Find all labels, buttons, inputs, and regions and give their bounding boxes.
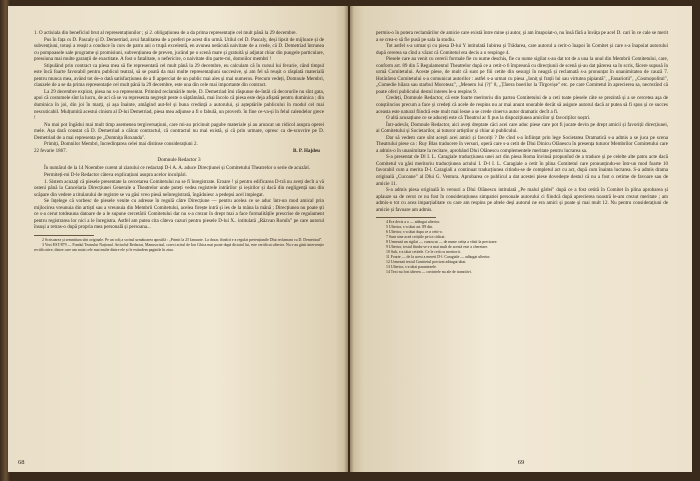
paragraph: S-a presentat de Dl I. L. Caragiale traducțiunea unei act din piesa Roma învinsă propunînd de a traduce și pe celelte alte patru acte dacă Comitetul va găsi meritoriu traducțiunea actului I. D-l I. L. Caragiale a cetit în plina Comitetul care pronunțindu-se într-un mod foarte 10 favorabil cum a merita D-l. Caragiali a continuat traducțiunea citindu-se de completul act cu act, după cum înainta lucrarea. S-a admis drama originală „Cucoane" al Dlui G. Ventura. Aprobarea ce publicul a dat acestei piese dovedește destul că nu a fost o cetime de favoare sau de amicie 11. [376, 154, 668, 187]
footnote: 7 Sunt sine aceă cetițiile pe tot ridicat. [386, 235, 446, 240]
footnote: 10 Sub, s-a tăiat cetitele. Ce le cetă cu meritorii. [386, 250, 461, 255]
paragraph: Se înțelege că vorbesc de piesele venite cu adresse în regulă către Direcțiune — pentru acelea ce se aduc într-un mod amical prin mijlocirea vreunuia din artiști sau a vreunuia din Membrii Comitetului, acelea firește intră și ies de la mâna la mână ; Direcțiunea nu poate ști ce s-a cerut totdeauna datoare de a le supune cercetării Comitetului dar nu s-a crezut în drept mai a face formalitățile prescrise de regulament pentru registrarea lor nici a le înregistra. Astfel am putea cita câteva cazuri pentru piesele D-lui X.. intitulată „Răzvan Romîn" pe care autorul însuși a retras-o după propria mea personală și persoana... [34, 198, 324, 231]
footnote: 3 Vezi EST/879 — Fondul Teatrului Național. Articolul Redactat, Manuscrisul, corect actiul de Ion Ghica mai poate după dictatul lui, este certificat ulterior. Nu s-au găsit intervenție rectificative, dintre care am notat cele mai multe dintre ele și le extindem paginile în ziua. [34, 243, 324, 253]
paragraph: La 29 decembre expirat, piesa nu s-a representat. Primind reclamările mele, D. Demetriad îmi răspunse de-întâi că decorurile nu sînt gata, apoi că costumele sînt la lucru, de aci că se va representa negreșit peste o săptămână, mai încolo că piesa este deja afișată pentru duminica ; din duminica în joi, din joi în marți, și așa înainte, amăgind aut-fel și buna credință a autorului, și așteptările publicului în modul cel mai nescuticabil. Mulțumită acestui cinism al D-lui Demetriad, piesa mea adjunse a fi o fabulă, un proverb. în fine ce-va-și în felul calendelor grece ! [34, 88, 324, 122]
signature-line [34, 148, 324, 155]
paragraph: Primiți, Domnilor Membri, încredințarea celei mai distinse considerațiuni 2. [44, 141, 198, 148]
paragraph: O altă acusațiune ce se aduceți este că Theatrul ar fi pus la dispozițiunea amicilor și favoriților noștri. [386, 115, 591, 122]
footnote: 9 Ulterior, textul fiindu-se s-a mai mult de acestă este a cheretare. [386, 245, 489, 250]
paragraph: Într-adevăr, Domnule Redactor, aici aveți dreptate căci acei care aduc piese care pot fi jucate devin pe drept amicii și favoriții direcțiunei, ai Comitetului și Societarilor, ai tuturor artiștilor și chiar ai publicului. [376, 121, 668, 135]
left-page [8, 6, 348, 472]
paragraph: În numărul de la 14 Noembre curent al ziarului ce redactați D-l A. A. aduce Direcțiunei și Comitetului Theatrelor o serie de acuzări. [44, 165, 311, 172]
footnote-divider [34, 235, 94, 236]
paragraph: Dar să vedem care sînt acești acei amici și favoriți ? De cînd s-a înființat prin lege Societatea Dramatică s-a admis a se juca pe scena Theatrului piese ca : Ruy Blas traducere în versuri, operă care s-a cetit de Dlui Dinicu Olănescu în presența tuturor Membrilor Comitetului care a admis-o în unanimitate la recitare, aprobând Dlui Olănescu complementele meritate pentru lucrarea sa. [376, 134, 668, 154]
footnote: 6 Ulterior, s-a tăiat dupa ce a cetit-o. [386, 230, 443, 235]
footnote: 12 Urmează textul Comitetul precizat adăugat tăiat. [386, 259, 467, 264]
paragraph: Pus în fața cs D. Pascaly și D. Demetriad, avui fatalitatea de a preferi pe acest din urmă. Utilul cel D. Pascaly, deși lipsit de mijloace și de subvențiuni, totuși a reușit a conduce în curs de patru ani o trupă excelentă, en avunea netăcută naivitate de a crede, că D. Demetriad întrunea cu pompoasele sale programe și promisiuni, subvențiunea de preven, jucând pe o scenă mare și gratuită și adjutat chiar din pungele particulare, pressiuna mai multe garanții de exactitate. A fost o fatalitate, o nefericire, o naivitate din parte-mi, domnilor membri ! [34, 36, 324, 63]
sign-date: 22 fevarie 1867. [34, 147, 67, 154]
paragraph: Piesele care au venit cu cererii formale fie cu nume deschis, fie cu nume sigilat s-au dat tot de a una la unul din Membrii Comitetului, care, conform art. 89 din 5 Regulamentul Theatrelor după ce a cetit-o 6 împreună cu direcțiunii de scenă și-au dat părerea sa în scris, făcere supusă în urmă Comitetului. Aceste piese, de mult că sunt pe fiii cetite din sesurgi în neagră și reclamată s-a pronunțat în unanimitatea de cauză 7. Hotărârea Comitetului s-a comunicat autorilor : astfel s-a urmat cu piesa „Ioniț și frații lui sau virtutea pipiantă", „Fanariotii", „Cosmopolitul", „Comedie hilara sau starbul Moroteaz", „Meneru lui (?)" 8, „Țărera boerilor la Tîrgovișe" etc. pe care Comitetul în aprecierea sa, necrezînd că poate oferi publicului destul interes le-a respins 9. [376, 56, 668, 95]
footnote-list [376, 220, 668, 274]
paragraph: Credeți, Domnule Redactor, că este foarte meritoriu din partea Comitetului de a ceti toate piesele câte se prezintă și a se cercetea așa de conștiincios precum a face și credeți că acele de respins nu ar mai anunt onorable decât să asigure autorul dacă ar putea să fi spus și ce succes aceasta este natural fiindcă este mult mai lesne a se crede cinerva autor dramatic decît a fi. [376, 95, 668, 115]
page-number-right: 69 [517, 459, 525, 466]
paragraph: Nu mai pot îngădui mai mult timp asemenea tergiversațiuni, care mi-au pricinuit pagube materiale și au aruncat un ridicol asupra operei mele. Așa dară constat că D. Demetriad a călcat contractul, că contractul nu mai există, și că prin urmare, opresc ca de-scuvrire pe D. Demetriad de a mai representa pe „Domnița Roxanda". [34, 121, 324, 141]
paragraph: Stipulând prin contract ca piesa mea să fie representată cel mult până la 29 decembre, eu calculam că în cursul lui fevarie, când timpul este încă foarte favorabil pentru publicul teatral, să se poată da mai multe representațiuni succesive, și am fel să reușit o răsplată materială pentru munca mea, având tot de-o dată satisfacțiunea de a fi apperciat de un public mai ales și mai numeros. Precum vedeți, Domnule Membri, clauzele de a se da prima representație cel mult până la 29 decembre, este una din cele mai importante din contract. [34, 62, 324, 89]
section-heading: Domnule Redactor 3 [157, 157, 201, 164]
paragraph: 1. Sistem acuzați că piesele presentate la cercetarea Comitetului nu se fi înregistrate. Eroare ! și pentru edificarea D-tră nu aveți decît a vă osteni până la Cancelaria Direcțiunei Generale a Theatrelor unde puteți vedea registrele intrărilor și ieșirilor și dacă din negligență sau din scăpare din vedere a titularului de registre se va găsi vreo piesă neînregistrată, îngăduiesc a pedepsi acel impiegat. [34, 178, 324, 198]
footnote: 2 Scrisoarea și semnătura sînt originale. Pe un colț a scrisul următoarea apostilă : „Primit la 25 Ianuarie. La dosar, fiindcă s-a regulat pretențiunile Dlui reclamant cu D. Demetriad". [42, 237, 323, 242]
footnote: 8 Urmează un rigilat — cunoscut — de nume cetița a vâzit la precizare. [386, 240, 498, 245]
footnote: 13 Ulterior, s-a tăiat parantezele. [386, 264, 437, 269]
footnote-divider [376, 217, 436, 218]
right-page [350, 6, 692, 472]
footnote: 14 Text nu fost tăierea — cuvintele nu ale de tranzitivi. [386, 269, 472, 274]
paragraph: Tot astfel s-a urmat și cu piesa D-lui Y intitulată Iubirea și Trădarea, care autorul a cerit-o înapoi în Comitet și care s-a înapoiat autorului după cererea sa cînd a văzut că Comitetul era decis a o respinge 4. [376, 43, 668, 56]
sign-name: B. P. Hajdeu [292, 147, 320, 154]
paragraph: Permiteți-mi D-le Redactor câteva explicațiuni asupra acelor inculpări. [44, 171, 187, 178]
footnote: 4 Era decis a o — adăugat ulterior. [386, 220, 441, 225]
paragraph: 1. O actisiala din beneficiul brut al representațiunilor ; și 2. obligațiunea de a da prima representație cel mult până la 29 decembre. [34, 30, 297, 36]
paragraph: S-a admis piesa originală în versuri a Dlui Olănescu intitulată „Pe malul gârlei" după ce a fost cetită în Comitet în plina aprobarea și aplauze sa de cerut ce nu fost în considerațiunea simpatiei personale autorului ci fiindcă după aprecierea noastră le-am crezut meritate ; am admis-o tot cu acea imparțialitate cu care am respins pe altele deși autorul ne era amici și poate și mai mult 12. Nu pentru considerațiuni de amicie și favoare am admis. [376, 187, 668, 213]
paragraph: permis-o în potera reclamărilor de amicie care există între mine și autor, și am îmapoiat-o, nu însă fără a învăța pe acel D. cari în ce cale se merit a se crea-o să fie pusă pe sala la studiu. [376, 30, 668, 43]
footnote: 5 Ulterior, s-a tăiat art. 89 din. [386, 225, 434, 230]
book-gutter [344, 4, 354, 474]
footnote: 11 Foarte — de la acest a mereti D-l. Caragiale — adăugat ulterior. [386, 254, 491, 259]
left-page-text [34, 30, 324, 253]
page-number-left: 68 [18, 459, 25, 466]
right-page-text [376, 30, 668, 275]
